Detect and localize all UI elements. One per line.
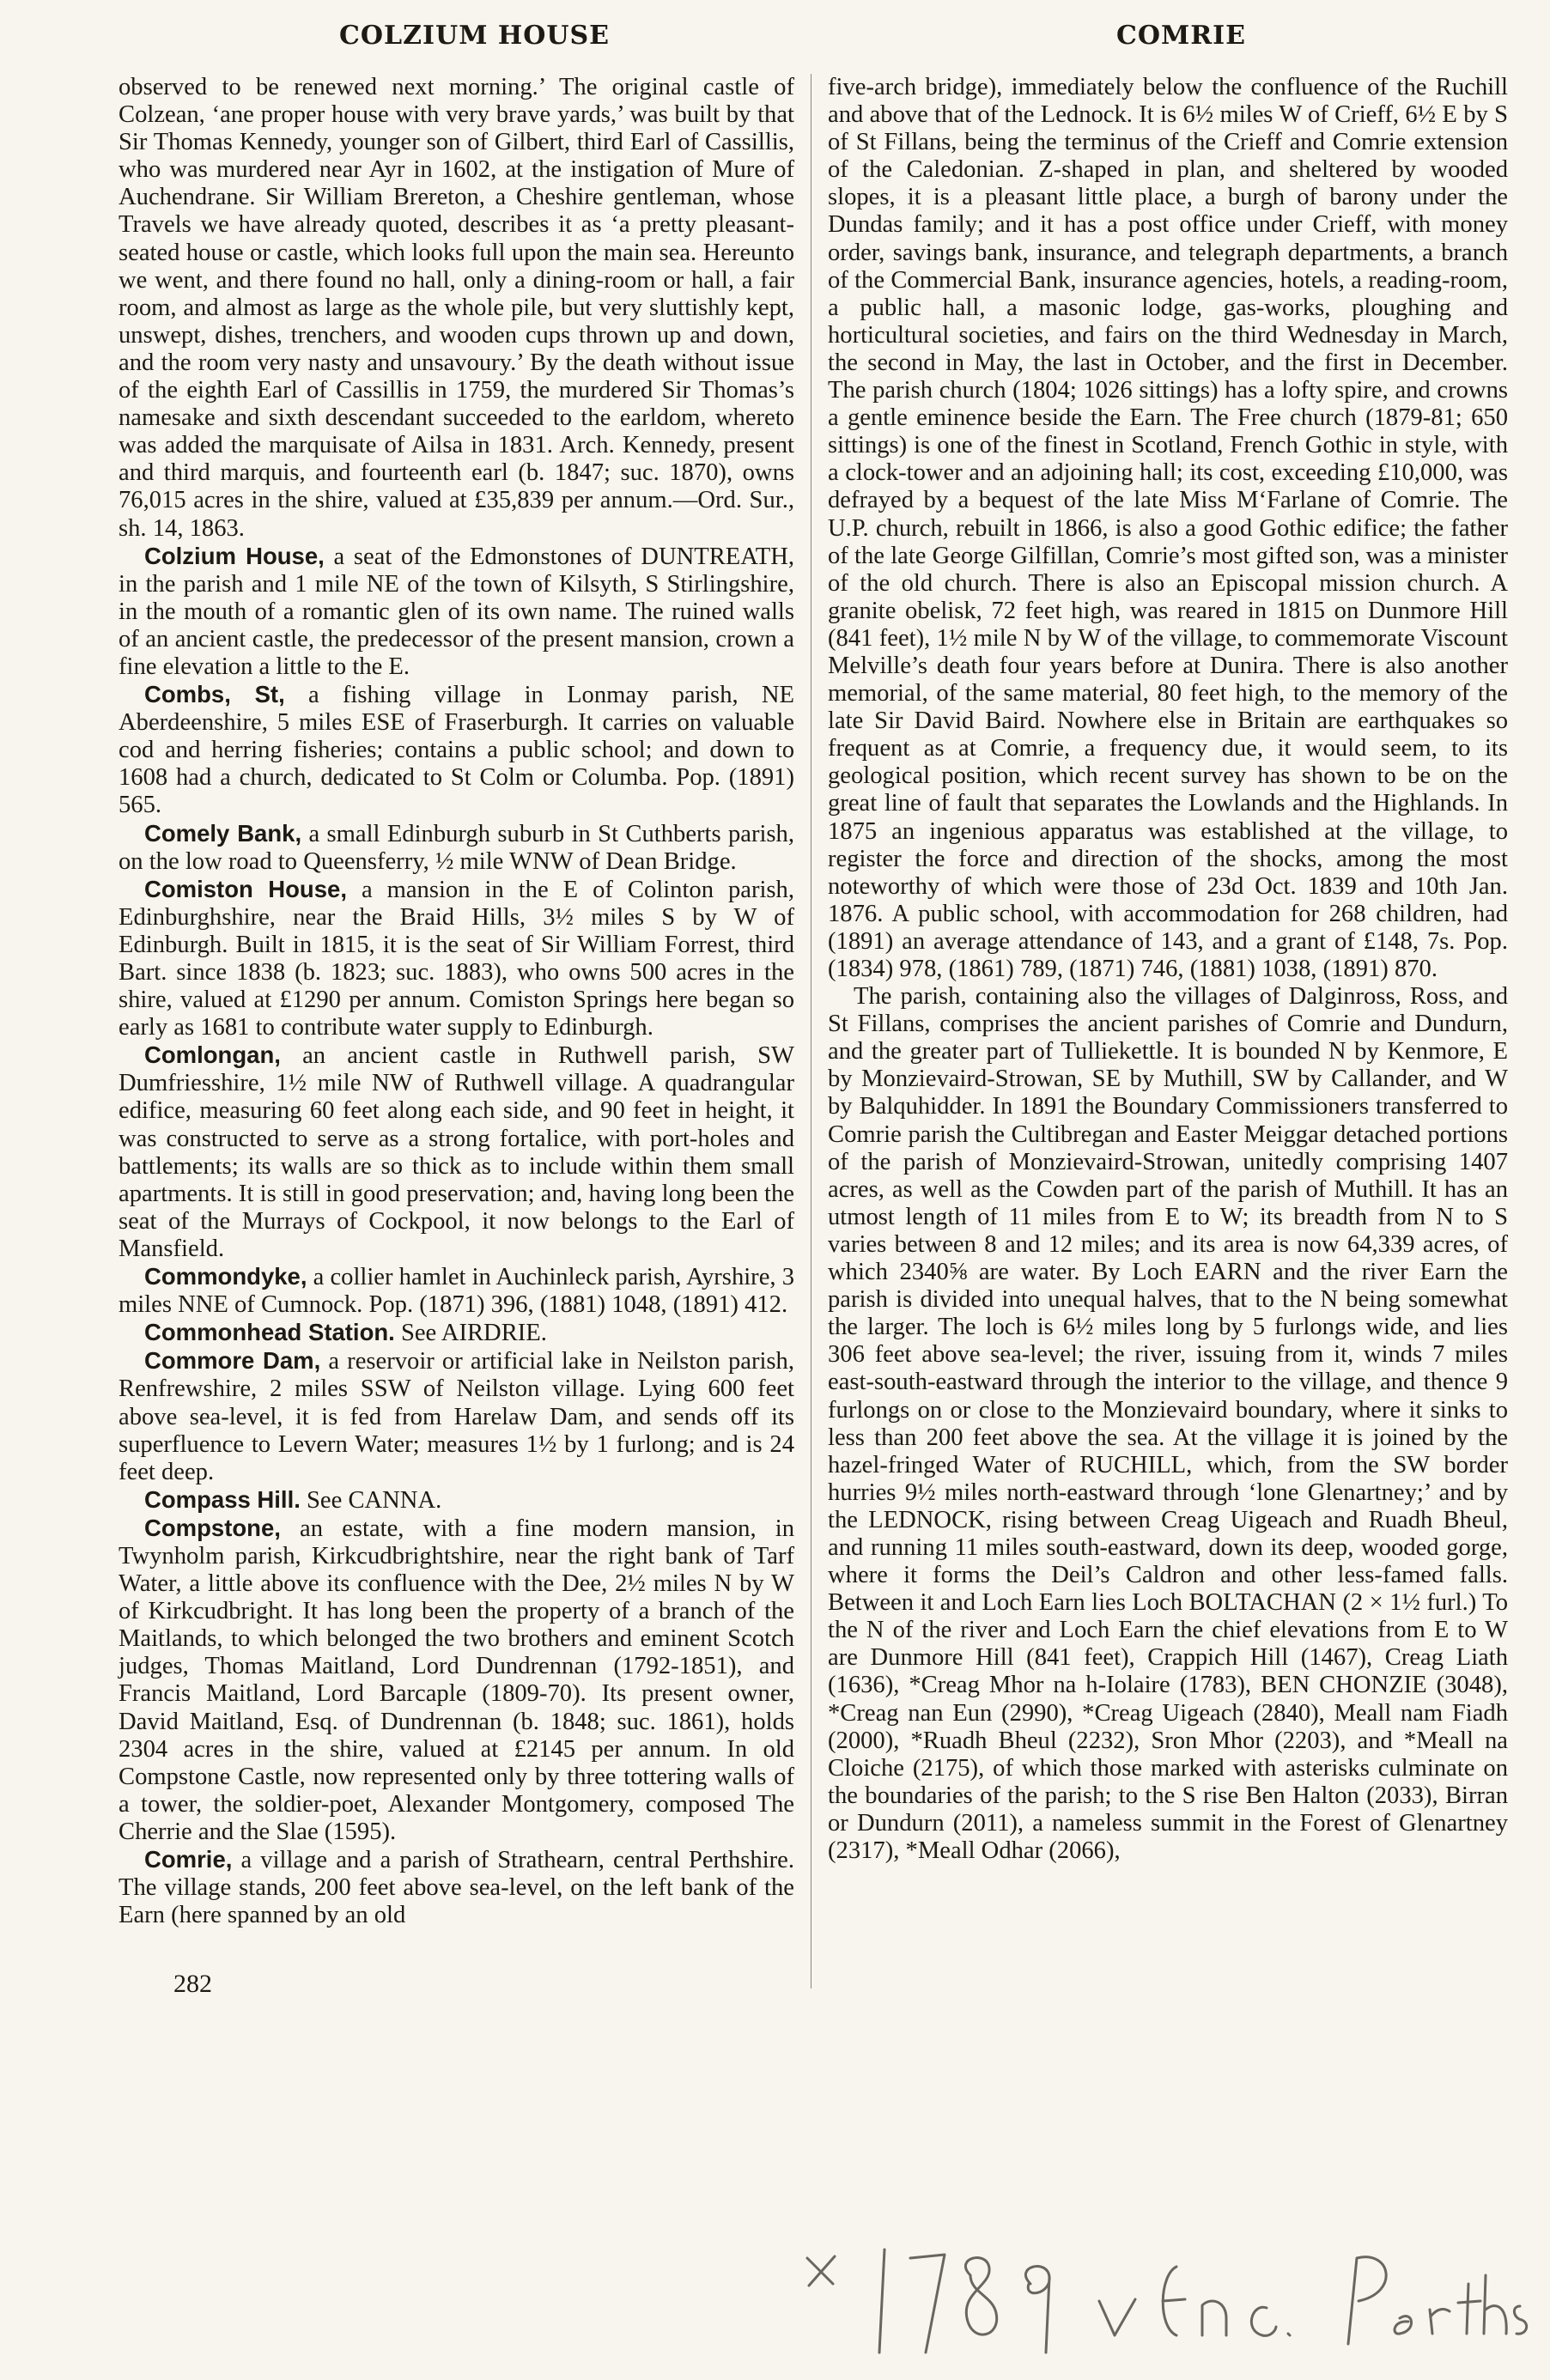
entry-text: a seat of the Edmonstones of DUNTREATH, in the parish and 1 mile NE of the town of Kilsyth, S Stirlingshire, in the mouth of a romantic glen of its own name. The ruined walls of an ancient castle, the predecessor of the present mansion, crown a fine elevation a little to the E.: [119, 543, 794, 680]
entry-text: a village and a parish of Strathearn, central Perthshire. The village stands, 200 feet above sea-level, on the left bank of the Earn (here spanned by an old: [119, 1847, 794, 1929]
entry-headword: Colzium House,: [144, 542, 325, 569]
handwritten-note: [799, 2224, 1537, 2370]
entry-text: an ancient castle in Ruthwell parish, SW Dumfriesshire, 1½ mile NW of Ruthwell village. A quadrangular edifice, measuring 60 feet along each side, and 90 feet in height, it was constructed to serve as a strong fortalice, with port-holes and battlements; its walls are so thick as to include within them small apartments. It is still in good preservation; and, having long been the seat of the Murrays of Cockpool, it now belongs to the Earl of Mansfield.: [119, 1042, 794, 1262]
entry-headword: Commonhead Station.: [144, 1319, 395, 1346]
gazetteer-entry: [119, 681, 794, 819]
gazetteer-entry: [119, 820, 794, 876]
entry-headword: Compstone,: [144, 1514, 281, 1541]
running-head-right: COMRIE: [1116, 21, 1247, 51]
gazetteer-entry: [119, 543, 794, 681]
entry-headword: Comlongan,: [144, 1041, 281, 1069]
entry-text: a collier hamlet in Auchinleck parish, Ayrshire, 3 miles NNE of Cumnock. Pop. (1871) 396, (1881) 1048, (1891) 412.: [119, 1264, 794, 1319]
entry-text: an estate, with a fine modern mansion, in Twynholm parish, Kirkcudbrightshire, near the right bank of Tarf Water, a little above its confluence with the Dee, 2½ miles N by W of Kirkcudbright. It has long been the property of a branch of the Maitlands, to which belonged the two brothers and eminent Scotch judges, Thomas Maitland, Lord Dundrennan (1792-1851), and Francis Maitland, Lord Barcaple (1809-70). Its present owner, David Maitland, Esq. of Dundrennan (b. 1848; suc. 1861), holds 2304 acres in the shire, valued at £2145 per annum. In old Compstone Castle, now represented only by three tottering walls of a tower, the soldier-poet, Alexander Montgomery, composed The Cherrie and the Slae (1595).: [119, 1515, 794, 1845]
entry-text: See AIRDRIE.: [394, 1320, 547, 1347]
entry-text: The parish, containing also the villages of Dalginross, Ross, and St Fillans, comprises the ancient parishes of Comrie and Dundurn, and the greater part of Tulliekettle. It is bounded N by Kenmore, E by Monzievaird-Strowan, SE by Muthill, SW by Callander, and W by Balquhidder. In 1891 the Boundary Commissioners transferred to Comrie parish the Cultibregan and Easter Meiggar detached portions of the parish of Monzievaird-Strowan, unitedly comprising 1407 acres, as well as the Cowden part of the parish of Muthill. It has an utmost length of 11 miles from E to W; its breadth from N to S varies between 8 and 12 miles; and its area is now 64,339 acres, of which 2340⅝ are water. By Loch EARN and the river Earn the parish is divided into unequal halves, that to the N being somewhat the larger. The loch is 6½ miles long by 5 furlongs wide, and lies 306 feet above sea-level; the river, issuing from it, winds 7 miles east-south-eastward through the interior to the village, and thence 9 furlongs on or close to the Monzievaird boundary, where it sinks to less than 200 feet above the sea. At the village it is joined by the hazel-fringed Water of RUCHILL, which, from the SW border hurries 9½ miles north-eastward through ‘lone Glenartney;’ and by the LEDNOCK, rising between Creag Uigeach and Ruadh Bheul, and running 11 miles south-eastward, down its deep, wooded gorge, where it forms the Deil’s Caldron and other less-famed falls. Between it and Loch Earn lies Loch BOLTACHAN (2 × 1½ furl.) To the N of the river and Loch Earn the chief elevations from E to W are Dunmore Hill (841 feet), Crappich Hill (1467), Creag Liath (1636), *Creag Mhor na h-Iolaire (1783), BEN CHONZIE (3048), *Creag nan Eun (2990), *Creag Uigeach (2840), Meall nam Fiadh (2000), *Ruadh Bheul (2232), Sron Mhor (2203), and *Meall na Cloiche (2175), of which those marked with asterisks culminate on the boundaries of the parish; to the S rise Ben Halton (2033), Birran or Dundurn (2011), a nameless summit in the Forest of Glenartney (2317), *Meall Odhar (2066),: [828, 983, 1508, 1864]
entry-headword: Compass Hill.: [144, 1485, 301, 1513]
handwritten-note-drawing: [799, 2224, 1537, 2370]
entry-headword: Combs, St,: [144, 681, 285, 708]
entry-headword: Comiston House,: [144, 875, 347, 902]
paragraph: [828, 74, 1508, 983]
gazetteer-entry: [119, 1041, 794, 1263]
entry-text: observed to be renewed next morning.’ The original castle of Colzean, ‘ane proper house with very brave yards,’ was built by that Sir Thomas Kennedy, younger son of Gilbert, third Earl of Cassillis, who was murdered near Ayr in 1602, at the instigation of Mure of Auchendrane. Sir William Brereton, a Cheshire gentleman, whose Travels we have already quoted, describes it as ‘a pretty pleasant-seated house or castle, which looks full upon the main sea. Hereunto we went, and there found no hall, only a dining-room or hall, a fair room, and almost as large as the whole pile, but very sluttishly kept, unswept, dishes, trenchers, and wooden cups thrown up and down, and the room very nasty and unsavoury.’ By the death without issue of the eighth Earl of Cassillis in 1759, the murdered Sir Thomas’s namesake and sixth descendant succeeded to the earldom, whereto was added the marquisate of Ailsa in 1831. Arch. Kennedy, present and third marquis, and fourteenth earl (b. 1847; suc. 1870), owns 76,015 acres in the shire, valued at £35,839 per annum.—Ord. Sur., sh. 14, 1863.: [119, 74, 794, 542]
gazetteer-entry: [119, 1515, 794, 1846]
gazetteer-entry: [119, 1263, 794, 1319]
entry-text: See CANNA.: [300, 1486, 442, 1514]
gazetteer-entry: [119, 1486, 794, 1515]
gazetteer-entry: [119, 876, 794, 1042]
entry-headword: Commondyke,: [144, 1263, 307, 1290]
gazetteer-entry: [119, 1319, 794, 1347]
left-column: [119, 74, 794, 1929]
entry-text: a small Edinburgh suburb in St Cuthberts parish, on the low road to Queensferry, ½ mile WNW of Dean Bridge.: [119, 820, 794, 875]
running-head-left: COLZIUM HOUSE: [339, 21, 611, 51]
right-column: [828, 74, 1508, 1865]
paragraph: [828, 983, 1508, 1865]
entry-headword: Comely Bank,: [144, 819, 302, 847]
entry-text: five-arch bridge), immediately below the confluence of the Ruchill and above that of the Lednock. It is 6½ miles W of Crieff, 6½ E by S of St Fillans, being the terminus of the Crieff and Comrie extension of the Caledonian. Z-shaped in plan, and sheltered by wooded slopes, it is a pleasant little place, a burgh of barony under the Dundas family; and it has a post office under Crieff, with money order, savings bank, insurance, and telegraph departments, a branch of the Commercial Bank, insurance agencies, hotels, a reading-room, a public hall, a masonic lodge, gas-works, ploughing and horticultural societies, and fairs on the third Wednesday in March, the second in May, the last in October, and the first in December. The parish church (1804; 1026 sittings) has a lofty spire, and crowns a gentle eminence beside the Earn. The Free church (1879-81; 650 sittings) is one of the finest in Scotland, French Gothic in style, with a clock-tower and an adjoining hall; its cost, exceeding £10,000, was defrayed by a bequest of the late Miss M‘Farlane of Comrie. The U.P. church, rebuilt in 1866, is also a good Gothic edifice; the father of the late George Gilfillan, Comrie’s most gifted son, was a minister of the old church. There is also an Episcopal mission church. A granite obelisk, 72 feet high, was reared in 1815 on Dunmore Hill (841 feet), 1½ mile N by W of the village, to commemorate Viscount Melville’s death four years before at Dunira. There is also another memorial, of the same material, 80 feet high, to the memory of the late Sir David Baird. Nowhere else in Britain are earthquakes so frequent as at Comrie, a frequency due, it would seem, to its geological position, which recent survey has shown to be on the great line of fault that separates the Lowlands and the Highlands. In 1875 an ingenious apparatus was established at the village, to register the force and direction of the shocks, among the most noteworthy of which were those of 23d Oct. 1839 and 10th Jan. 1876. A public school, with accommodation for 268 children, had (1891) an average attendance of 143, and a grant of £148, 7s. Pop. (1834) 978, (1861) 789, (1871) 746, (1881) 1038, (1891) 870.: [828, 74, 1508, 982]
gazetteer-entry: [119, 1846, 794, 1929]
paragraph: [119, 74, 794, 543]
entry-text: a mansion in the E of Colinton parish, Edinburghshire, near the Braid Hills, 3½ miles S by W of Edinburgh. Built in 1815, it is the seat of Sir William Forrest, third Bart. since 1838 (b. 1823; suc. 1883), who owns 500 acres in the shire, valued at £1290 per annum. Comiston Springs here began so early as 1681 to contribute water supply to Edinburgh.: [119, 876, 795, 1041]
entry-headword: Commore Dam,: [144, 1347, 321, 1375]
entry-text: a fishing village in Lonmay parish, NE Aberdeenshire, 5 miles ESE of Fraserburgh. It carries on valuable cod and herring fisheries; contains a public school; and down to 1608 had a church, dedicated to St Colm or Columba. Pop. (1891) 565.: [119, 682, 794, 819]
gazetteer-entry: [119, 1347, 794, 1485]
entry-text: a reservoir or artificial lake in Neilston parish, Renfrewshire, 2 miles SSW of Neilston village. Lying 600 feet above sea-level, it is fed from Harelaw Dam, and sends off its superfluence to Levern Water; measures 1½ by 1 furlong; and is 24 feet deep.: [119, 1348, 795, 1485]
page-number: 282: [173, 1970, 212, 1998]
entry-headword: Comrie,: [144, 1846, 233, 1873]
